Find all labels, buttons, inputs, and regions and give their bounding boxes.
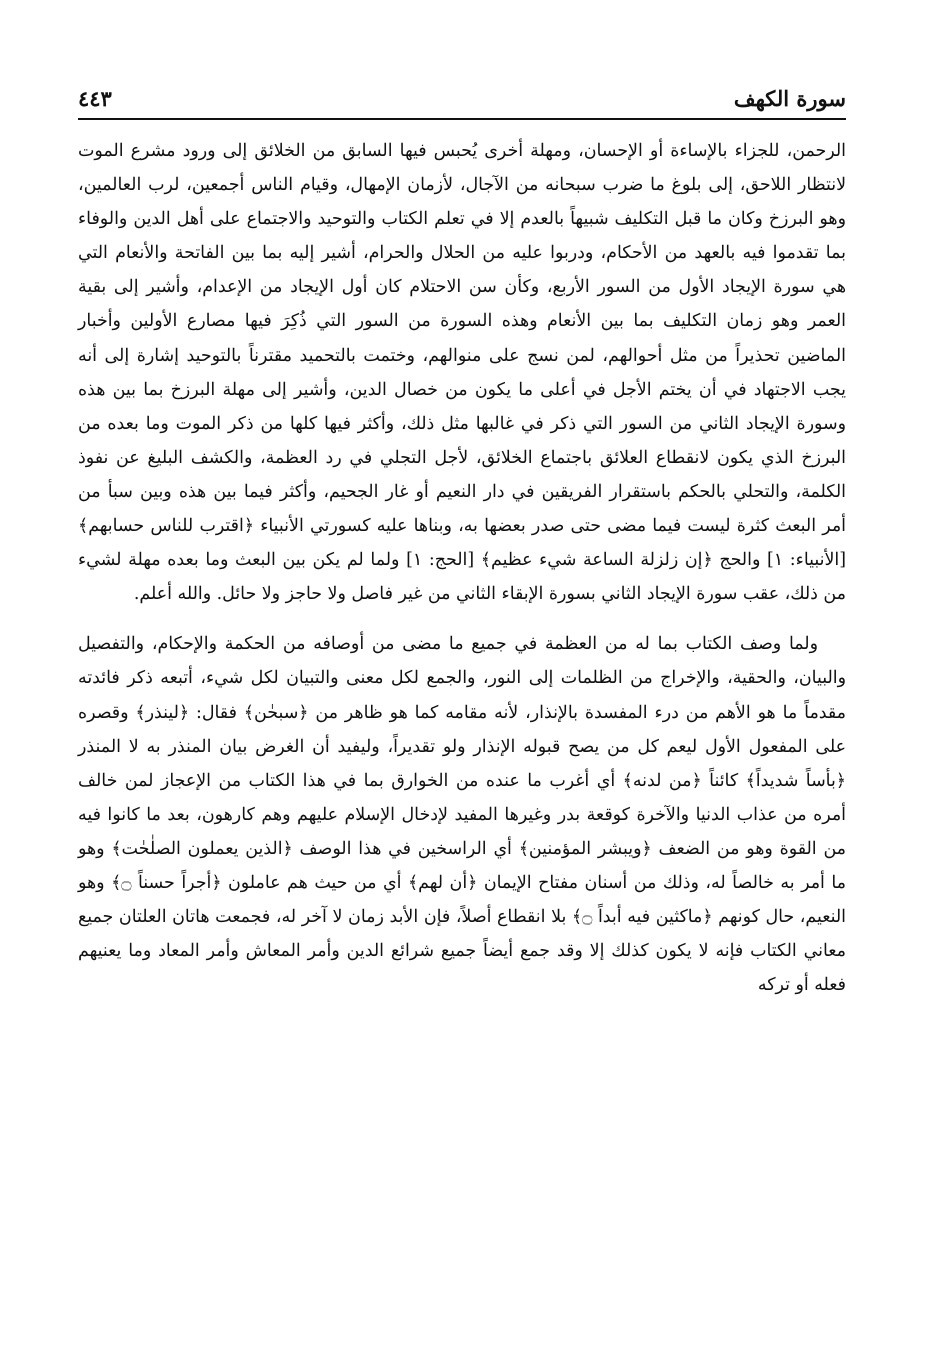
header-divider xyxy=(78,118,846,120)
paragraph-2: ولما وصف الكتاب بما له من العظمة في جميع ما مضى من أوصافه من الحكمة والإحكام، والتفصيل والبيان، والحقية، والإخراج من الظلمات إلى النور، والجمع لكل معنى والتبيان لكل شيء، أتبعه ذكر فائدته مقدماً ما هو الأهم من درء المفسدة بالإنذار، لأنه مقامه كما هو ظاهر من ﴿سبحٰن﴾ فقال: ﴿لينذر﴾ وقصره على المفعول الأول ليعم كل من يصح قبوله الإنذار ولو تقديراً، وليفيد أن الغرض بيان المنذر به لا المنذر ﴿بأساً شديداً﴾ كائناً ﴿من لدنه﴾ أي أغرب ما عنده من الخوارق بما في هذا الكتاب من الإعجاز لمن خالف أمره من عذاب الدنيا والآخرة كوقعة بدر وغيرها المفيد لإدخال الإسلام عليهم وهم كارهون، بعد ما كانوا فيه من القوة وهو من الضعف ﴿ويبشر المؤمنين﴾ أي الراسخين في هذا الوصف ﴿الذين يعملون الصلٰحٰت﴾ وهو ما أمر به خالصاً له، وذلك من أسنان مفتاح الإيمان ﴿أن لهم﴾ أي من حيث هم عاملون ﴿أجراً حسناً ۝﴾ وهو النعيم، حال كونهم ﴿ماكثين فيه أبداً ۝﴾ بلا انقطاع أصلاً، فإن الأبد زمان لا آخر له، فجمعت هاتان العلتان جميع معاني الكتاب فإنه لا يكون كذلك إلا وقد جمع أيضاً جميع شرائع الدين وأمر المعاش وأمر المعاد وما يعنيهم فعله أو تركه xyxy=(78,634,846,996)
page-header xyxy=(78,84,846,118)
surah-title: سورة الكهف xyxy=(733,86,846,111)
page-number: ٤٤٣ xyxy=(78,86,112,111)
page-body xyxy=(78,134,846,1002)
paragraph-1: الرحمن، للجزاء بالإساءة أو الإحسان، ومهلة أخرى يُحبس فيها السابق من الخلائق إلى ورود مشرع الموت لانتظار اللاحق، إلى بلوغ ما ضرب سبحانه من الآجال، لأزمان الإمهال، وقيام الناس أجمعين، لرب العالمين، وهو البرزخ وكان ما قبل التكليف شبيهاً بالعدم إلا في تعلم الكتاب والتوحيد والاجتماع على أهل الدين والوفاء بما تقدموا فيه بالعهد من الأحكام، ودربوا عليه من الحلال والحرام، أشير إليه بما بين الفاتحة والأنعام التي هي سورة الإيجاد الأول من السور الأربع، وكأن سن الاحتلام كان أول الإيجاد من الإعدام، وأشير إلى بقية العمر وهو زمان التكليف بما بين الأنعام وهذه السورة من السور التي ذُكِرَ فيها مصارع الأولين وأخبار الماضين تحذيراً من مثل أحوالهم، لمن نسج على منوالهم، وختمت بالتحميد مقترناً بالتوحيد إشارة إلى أنه يجب الاجتهاد في أن يختم الأجل في أعلى ما يكون من خصال الدين، وأشير إلى مهلة البرزخ بما بين هذه وسورة الإيجاد الثاني من السور التي ذكر في غالبها مثل ذلك، وأكثر فيها كلها من ذكر الموت وما بعده من البرزخ الذي يكون لانقطاع العلائق باجتماع الخلائق، لأجل التجلي في رد العظمة، والكشف البليغ عن نفوذ الكلمة، والتحلي بالحكم باستقرار الفريقين في دار النعيم أو غار الجحيم، وأكثر فيما بين هذه وبين سبأ من أمر البعث كثرة ليست فيما مضى حتى صدر بعضها به، وبناها عليه كسورتي الأنبياء ﴿اقترب للناس حسابهم﴾ [الأنبياء: ١] والحج ﴿إن زلزلة الساعة شيء عظيم﴾ [الحج: ١] ولما لم يكن بين البعث وما بعده مهلة لشيء من ذلك، عقب سورة الإيجاد الثاني بسورة الإبقاء الثاني من غير فاصل ولا حاجز ولا حائل. والله أعلم. xyxy=(78,141,847,605)
book-page xyxy=(78,84,846,1002)
